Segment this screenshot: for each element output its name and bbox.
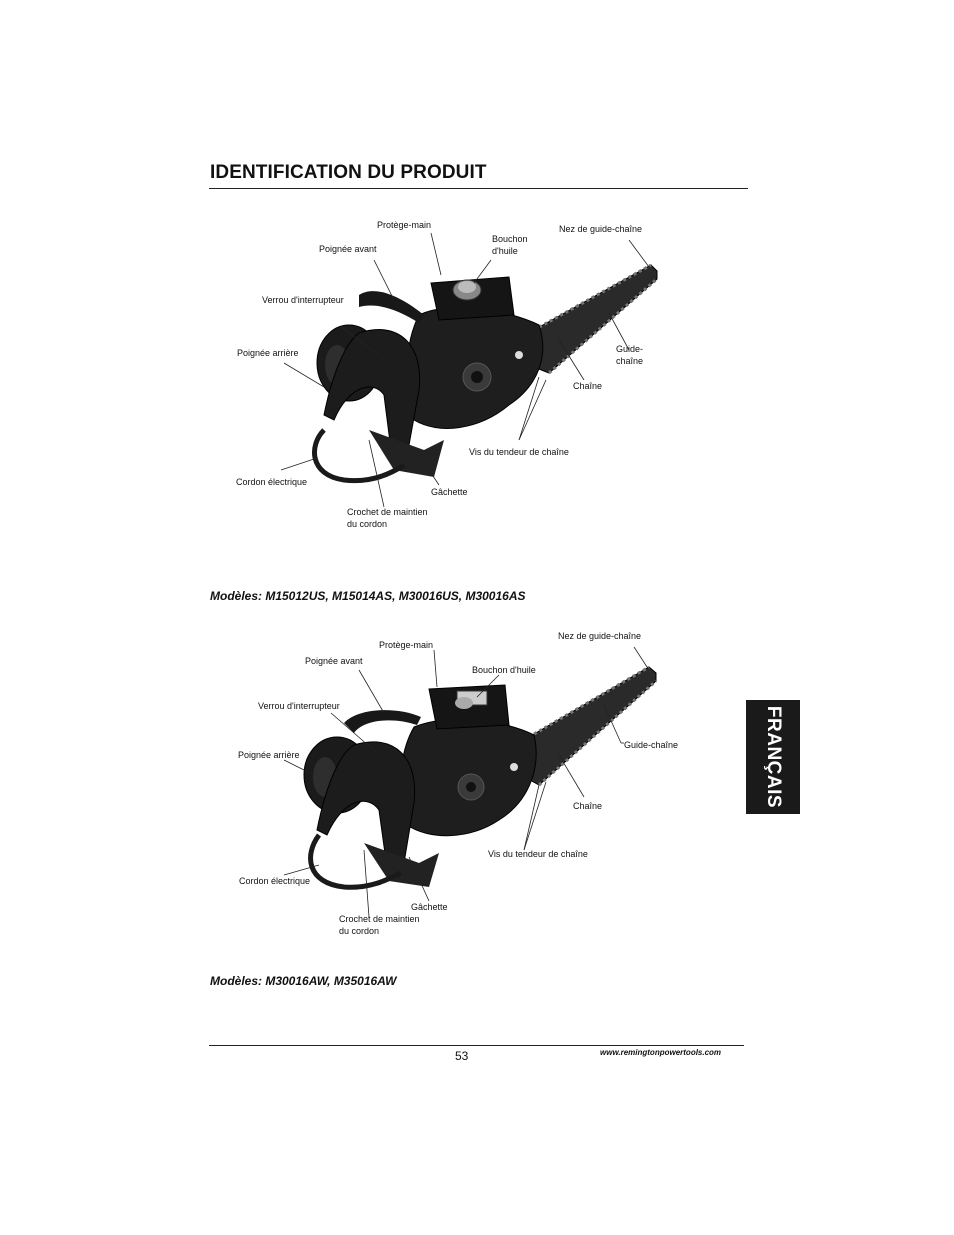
language-tab-label: FRANÇAIS <box>763 705 784 809</box>
label-poignee-arriere: Poignée arrière <box>237 348 299 358</box>
label-poignee-avant: Poignée avant <box>305 656 363 666</box>
label-protege-main: Protège-main <box>379 640 434 650</box>
label-guide-chaine: Guide-chaîne <box>624 740 679 750</box>
label-vis-tendeur: Vis du tendeur de chaîne <box>469 447 569 457</box>
footer-divider <box>209 1045 744 1046</box>
label-bouchon-huile: Bouchon d'huile <box>492 234 528 256</box>
page-number: 53 <box>455 1049 469 1063</box>
label-cordon-electrique: Cordon électrique <box>239 876 311 886</box>
label-poignee-avant: Poignée avant <box>319 244 377 254</box>
label-gachette: Gâchette <box>411 902 448 912</box>
label-verrou-interrupteur: Verrou d'interrupteur <box>262 295 344 305</box>
chainsaw-illustration-1 <box>209 215 754 545</box>
label-guide-chaine: Guide- chaîne <box>616 344 644 366</box>
page-title: IDENTIFICATION DU PRODUIT <box>210 162 487 183</box>
label-verrou-interrupteur: Verrou d'interrupteur <box>258 701 340 711</box>
label-protege-main: Protège-main <box>377 220 432 230</box>
models-caption-1: Modèles: M15012US, M15014AS, M30016US, M30016AS <box>210 589 526 603</box>
label-nez-guide-chaine: Nez de guide-chaîne <box>559 224 643 234</box>
chainsaw-diagram-1 <box>209 215 754 545</box>
label-bouchon-huile: Bouchon d'huile <box>472 665 536 675</box>
title-divider <box>209 188 748 189</box>
label-crochet-maintien: Crochet de maintien du cordon <box>347 507 428 529</box>
website-url: www.remingtonpowertools.com <box>600 1048 722 1057</box>
language-tab <box>746 700 800 814</box>
models-caption-2: Modèles: M30016AW, M35016AW <box>210 974 397 988</box>
chainsaw-diagram-2 <box>209 625 754 945</box>
label-cordon-electrique: Cordon électrique <box>236 477 308 487</box>
label-gachette: Gâchette <box>431 487 468 497</box>
label-chaine: Chaîne <box>573 801 603 811</box>
label-nez-guide-chaine: Nez de guide-chaîne <box>558 631 642 641</box>
label-poignee-arriere: Poignée arrière <box>238 750 300 760</box>
label-vis-tendeur: Vis du tendeur de chaîne <box>488 849 588 859</box>
label-crochet-maintien: Crochet de maintien du cordon <box>339 914 420 936</box>
label-chaine: Chaîne <box>573 381 603 391</box>
